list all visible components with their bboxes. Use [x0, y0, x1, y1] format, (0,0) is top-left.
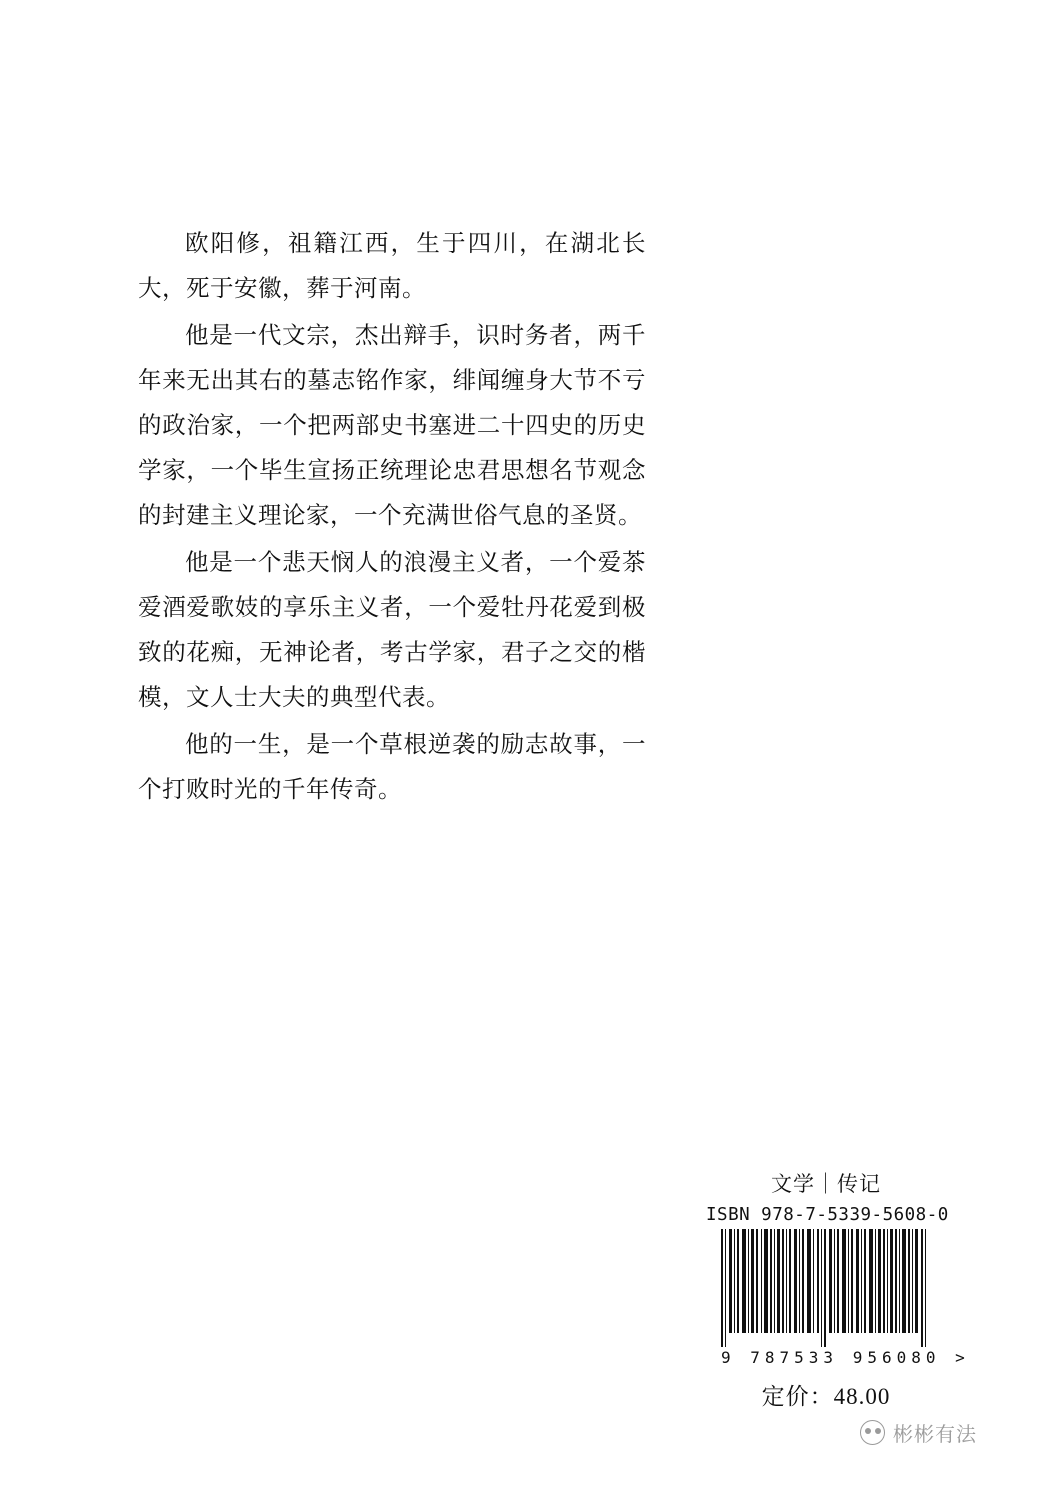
blurb-paragraph: 他是一个悲天悯人的浪漫主义者，一个爱茶爱酒爱歌妓的享乐主义者，一个爱牡丹花爱到极致的花痴，无神论者，考古学家，君子之交的楷模，文人士大夫的典型代表。	[138, 550, 646, 711]
book-category: 文学｜传记	[771, 1172, 881, 1196]
isbn-label: ISBN 978-7-5339-5608-0	[706, 1205, 949, 1225]
watermark-label: 彬彬有法	[893, 1424, 977, 1446]
isbn-barcode	[718, 1229, 970, 1367]
blurb-paragraph: 他是一代文宗，杰出辩手，识时务者，两千年来无出其右的墓志铭作家，绯闻缠身大节不亏的政治家，一个把两部史书塞进二十四史的历史学家，一个毕生宣扬正统理论忠君思想名节观念的封建主义理论家，一个充满世俗气息的圣贤。	[138, 323, 646, 529]
barcode-digits: 9 787533 956080 >	[721, 1348, 970, 1367]
barcode-image	[718, 1229, 934, 1347]
back-cover-blurb	[138, 222, 646, 815]
blurb-paragraph: 欧阳修，祖籍江西，生于四川，在湖北长大，死于安徽，葬于河南。	[138, 231, 646, 302]
publication-meta-block	[706, 1168, 970, 1411]
watermark	[860, 1418, 977, 1447]
wechat-account-logo-icon	[860, 1420, 885, 1445]
price-label: 定价：48.00	[761, 1384, 891, 1409]
blurb-paragraph: 他的一生，是一个草根逆袭的励志故事，一个打败时光的千年传奇。	[138, 732, 646, 803]
